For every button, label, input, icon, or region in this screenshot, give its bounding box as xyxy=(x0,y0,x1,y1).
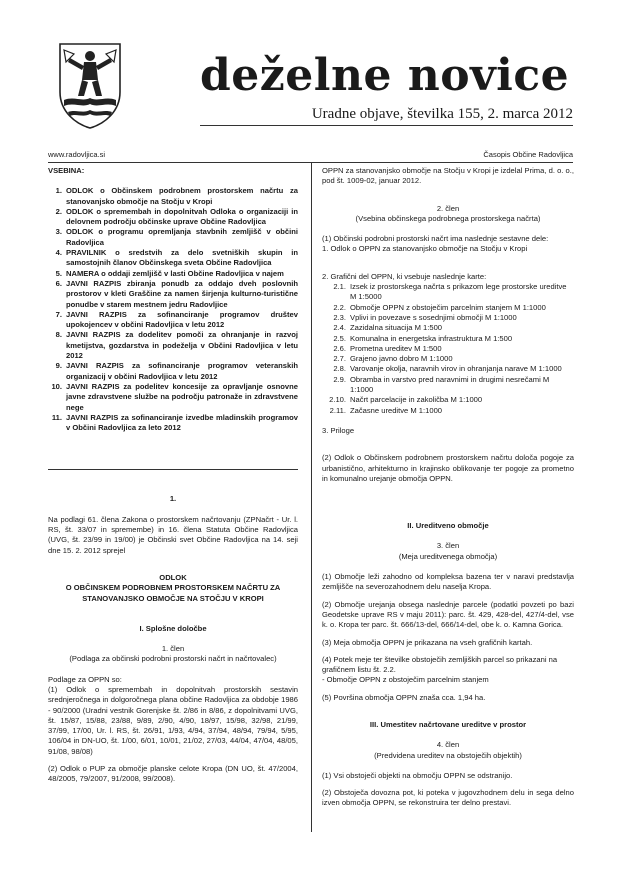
toc-item xyxy=(48,227,298,248)
section-heading-1: I. Splošne določbe xyxy=(139,623,207,633)
map-list-item xyxy=(322,364,574,374)
map-list-item xyxy=(322,303,574,313)
clen-1-subtitle: (Podlaga za občinski podrobni prostorski načrt in načrtovalec) xyxy=(69,654,277,664)
clen-4-heading: 4. člen xyxy=(436,740,460,750)
toc-item-text: JAVNI RAZPIS za sofinanciranje programov veteranskih organizacij v občini Radovljica v letu 2012 xyxy=(66,361,298,381)
masthead-divider xyxy=(200,125,573,126)
toc-item xyxy=(48,310,298,331)
map-item-number: 2.11. xyxy=(329,405,346,415)
toc-item-number: 8. xyxy=(55,330,62,340)
odlok-title: ODLOK xyxy=(159,572,187,582)
toc-item xyxy=(48,413,298,434)
toc-item-text: PRAVILNIK o sredstvih za delo svetniških skupin in samostojnih članov Občinskega sveta Občine Radovljica xyxy=(66,248,298,268)
paragraph-r1: (1) Občinski podrobni prostorski načrt ima naslednje sestavne dele: xyxy=(322,234,549,244)
masthead-subtitle: Uradne objave, številka 155, 2. marca 2012 xyxy=(311,106,573,122)
map-list-item xyxy=(322,282,574,303)
toc-item-text: ODLOK o Občinskem podrobnem prostorskem načrtu za stanovanjsko območje na Stočju v Kropi xyxy=(66,186,298,206)
paragraph-r2: 2. Grafični del OPPN, ki vsebuje naslednje karte: xyxy=(322,271,487,281)
map-item-number: 2.2. xyxy=(333,302,346,312)
toc-item-number: 5. xyxy=(55,268,62,278)
toc-divider xyxy=(48,469,298,470)
paragraph-1: (1) Odlok o spremembah in dopolnitvah prostorskih sestavin srednjeročnega in dolgoročnega plana občine Radovljica za obdobje 1986 - 90/2000 (Uradni vestnik Gorenjske št. 2/86 in 8/86, z dopolnitvami UVG, št. 15/87, 15/88, 23/88, 9/89, 2/90, 4/90, 18/97, 15/98, 32/98, 21/99, 37/99, 17/00, Ur. l. RS, št. 26/91, 1/93, 4/94, 37/94, 48/94, 79/94, 5/95, 106/04 in DN-UO, št. 1/00, 6/01, 10/01, 21/02, 27/03, 44/04, 47/04, 48/05, 91/08, 98/08) xyxy=(48,684,298,756)
toc-item xyxy=(48,248,298,269)
map-item-text: Načrt parcelacije in zakoličba M 1:1000 xyxy=(350,395,483,405)
map-list-item xyxy=(322,395,574,405)
toc-item xyxy=(48,382,298,413)
paragraph-r9: (5) Površina območja OPPN znaša cca. 1,94 ha. xyxy=(322,692,486,702)
toc-item-text: NAMERA o oddaji zemljišč v lasti Občine Radovljica v najem xyxy=(66,268,284,278)
toc-item-number: 7. xyxy=(55,309,62,319)
paragraph-r11: (2) Obstoječa dovozna pot, ki poteka v jugovzhodnem delu in sega delno izven območja OPPN, se rekonstruira ter delno prestavi. xyxy=(322,788,574,808)
paragraph-r7: (3) Meja območja OPPN je prikazana na vseh grafičnih kartah. xyxy=(322,637,533,647)
toc-item-text: JAVNI RAZPIS za podelitev koncesije za opravljanje osnovne javne zdravstvene službe na področju patronaže in zdravstvene nege xyxy=(66,381,298,412)
clen-1-heading: 1. člen xyxy=(161,644,185,654)
toc-item-number: 3. xyxy=(55,227,62,237)
paragraph-r10: (1) Vsi obstoječi objekti na območju OPPN se odstranijo. xyxy=(322,770,513,780)
municipal-crest-icon xyxy=(54,40,126,130)
clen-3-heading: 3. člen xyxy=(436,541,460,551)
map-item-text: Obramba in varstvo pred naravnimi in drugimi nesrečami M 1:1000 xyxy=(350,374,550,395)
toc-item xyxy=(48,207,298,228)
map-item-number: 2.6. xyxy=(333,343,346,353)
clen-2-heading: 2. člen xyxy=(436,203,460,213)
toc-heading: VSEBINA: xyxy=(48,166,85,175)
clen-4-subtitle: (Predvidena ureditev na obstoječih objektih) xyxy=(374,750,522,760)
map-item-text: Začasne ureditve M 1:1000 xyxy=(350,405,443,415)
map-list-item xyxy=(322,375,574,396)
toc-item-number: 11. xyxy=(51,412,62,422)
odlok-subtitle: O OBČINSKEM PODROBNEM PROSTORSKEM NAČRTU ZA STANOVANJSKO OBMOČJE NA STOČJU V KROPI xyxy=(65,583,281,603)
toc-item-number: 2. xyxy=(55,206,62,216)
intro-paragraph: Na podlagi 61. člena Zakona o prostorskem načrtovanju (ZPNačrt - Ur. l. RS, št. 33/07 in spremembe) in 16. člena Statuta Občine Radovljica (UVG, št. 23/99 in 19/00) je Občinski svet Občine Radovljica na 14. seji dne 15. 2. 2012 sprejel xyxy=(48,514,298,555)
toc-item-text: JAVNI RAZPIS za dodelitev pomoči za ohranjanje in razvoj kmetijstva, gozdarstva in podeželja v Občini Radovljica v letu 2012 xyxy=(66,330,298,361)
toc-item xyxy=(48,186,298,207)
map-item-text: Izsek iz prostorskega načrta s prikazom lege prostorske ureditve M 1:5000 xyxy=(350,282,567,302)
section-heading-2: II. Ureditveno območje xyxy=(407,521,489,531)
map-item-number: 2.10. xyxy=(329,395,346,405)
document-number: 1. xyxy=(169,494,177,504)
map-list-item xyxy=(322,334,574,344)
toc-item-number: 1. xyxy=(55,186,62,196)
paragraph-r3: 3. Priloge xyxy=(322,425,355,435)
toc-item xyxy=(48,330,298,361)
map-item-text: Varovanje okolja, naravnih virov in ohranjanja narave M 1:1000 xyxy=(350,364,562,374)
map-item-number: 2.1. xyxy=(333,282,346,292)
map-item-text: Komunalna in energetska infrastruktura M 1:500 xyxy=(350,333,513,343)
toc-item-number: 6. xyxy=(55,278,62,288)
map-item-number: 2.3. xyxy=(333,312,346,322)
column-divider xyxy=(311,162,312,832)
toc-item xyxy=(48,361,298,382)
toc-item-text: JAVNI RAZPIS za sofinanciranje izvedbe mladinskih programov v Občini Radovljica za leto 2012 xyxy=(66,412,298,433)
paragraph-r6: (2) Območje urejanja obsega naslednje parcele (podatki povzeti po bazi Geodetske uprave RS v maju 2011): parc. št. 429, 428-del, 427/4-del, vse k. o. Kropa ter parc. št. 666/13-del, 666/14-del, obe k. o. Kamna Gorica. xyxy=(322,599,574,630)
toc-item-number: 4. xyxy=(55,248,62,258)
toc-item-number: 10. xyxy=(51,381,62,391)
paragraph-r8b: - Območje OPPN z obstoječim parcelnim stanjem xyxy=(322,675,489,685)
toc-item-text: ODLOK o programu opremljanja stavbnih zemljišč v občini Radovljica xyxy=(66,227,298,247)
paragraph-r4: (2) Odlok o Občinskem podrobnem prostorskem načrtu določa pogoje za urbanistično, arhitekturno in krajinsko oblikovanje ter pogoje za prometno in komunalno urejanje območja OPPN. xyxy=(322,453,574,483)
paragraph-2: (2) Odlok o PUP za območje planske celote Kropa (DN UO, št. 47/2004, 48/2005, 79/2007, 91/2008, 99/2008). xyxy=(48,764,298,784)
map-item-number: 2.7. xyxy=(333,354,346,364)
map-list xyxy=(322,282,574,416)
toc-item xyxy=(48,269,298,279)
toc-item-text: JAVNI RAZPIS za sofinanciranje programov društev upokojencev v občini Radovljica v letu 2012 xyxy=(66,309,298,330)
table-of-contents xyxy=(48,186,298,433)
map-list-item xyxy=(322,354,574,364)
map-list-item xyxy=(322,323,574,333)
left-column xyxy=(48,166,298,792)
map-list-item xyxy=(322,344,574,354)
right-column xyxy=(322,166,574,816)
podlage-line: Podlage za OPPN so: xyxy=(48,674,122,684)
map-item-text: Območje OPPN z obstoječim parcelnim stanjem M 1:1000 xyxy=(350,302,546,312)
website-link[interactable]: www.radovljica.si xyxy=(48,150,106,159)
map-item-number: 2.8. xyxy=(333,364,346,374)
map-list-item xyxy=(322,406,574,416)
toc-item-text: ODLOK o spremembah in dopolnitvah Odloka o organizaciji in delovnem področju občinske uprave Občine Radovljica xyxy=(66,206,298,227)
clen-2-subtitle: (Vsebina občinskega podrobnega prostorskega načrta) xyxy=(355,213,541,223)
map-item-number: 2.5. xyxy=(333,333,346,343)
paragraph-r8a: (4) Potek meje ter številke obstoječih zemljiških parcel so prikazani na grafičnem listu št. 2.2. xyxy=(322,654,558,675)
section-heading-3: III. Umestitev načrtovane ureditve v prostor xyxy=(369,719,527,729)
map-item-number: 2.4. xyxy=(333,323,346,333)
toc-item-text: JAVNI RAZPIS zbiranja ponudb za oddajo dveh poslovnih prostorov v kleti Graščine za namen širjenja kulturno-turistične ponudbe v starem mestnem jedru Radovljice xyxy=(66,278,298,309)
clen-3-subtitle: (Meja ureditvenega območja) xyxy=(398,551,498,561)
paragraph-r0: OPPN za stanovanjsko območje na Stočju v Kropi je izdelal Prima, d. o. o., pod št. 1009-02, januar 2012. xyxy=(322,166,574,186)
paragraph-r5: (1) Območje leži zahodno od kompleksa bazena ter v naravi predstavlja zemljišče na severozahodnem delu naselja Kropa. xyxy=(322,572,574,592)
map-list-item xyxy=(322,313,574,323)
map-item-text: Zazidalna situacija M 1:500 xyxy=(350,323,443,333)
masthead-title: deželne novice xyxy=(200,50,570,101)
map-item-text: Prometna ureditev M 1:500 xyxy=(350,343,442,353)
map-item-text: Vplivi in povezave s sosednjimi območji M 1:1000 xyxy=(350,312,517,322)
map-item-number: 2.9. xyxy=(333,374,346,384)
paragraph-r1a: 1. Odlok o OPPN za stanovanjsko območje na Stočju v Kropi xyxy=(322,244,528,254)
toc-item-number: 9. xyxy=(55,361,62,371)
toc-item xyxy=(48,279,298,310)
map-item-text: Grajeno javno dobro M 1:1000 xyxy=(350,354,453,364)
publication-name: Časopis Občine Radovljica xyxy=(483,150,573,159)
